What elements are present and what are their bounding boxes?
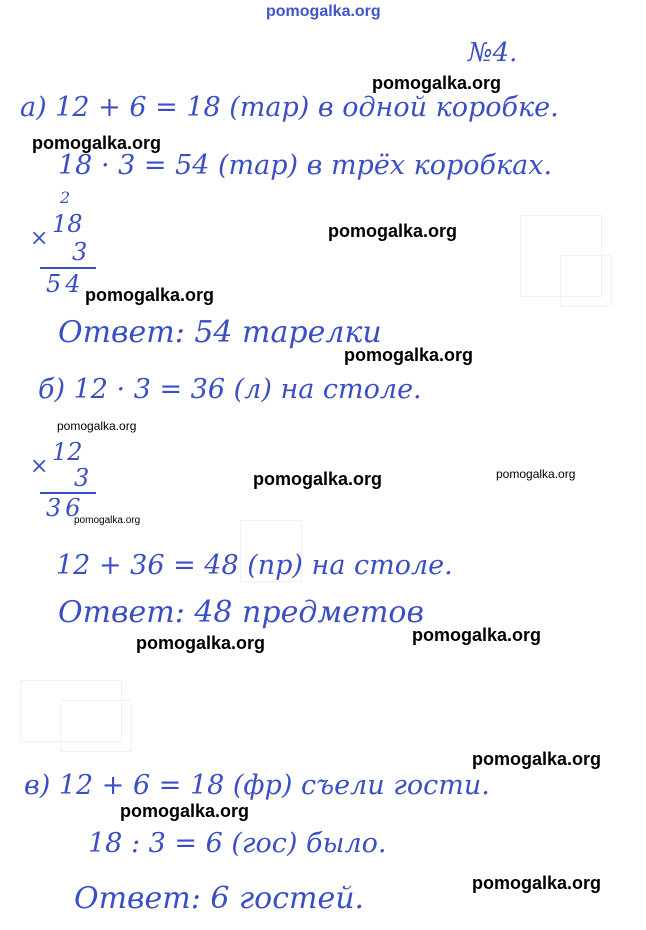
part-a-line2: 18 · 3 = 54 (тар) в трёх коробках. <box>58 150 553 181</box>
watermark: pomogalka.org <box>472 749 602 769</box>
part-c-line1: в) 12 + 6 = 18 (фр) съели гости. <box>24 770 490 801</box>
watermark: pomogalka.org <box>328 221 458 241</box>
part-a-line1: а) 12 + 6 = 18 (тар) в одной коробке. <box>20 92 559 123</box>
top-watermark: pomogalka.org <box>266 3 381 20</box>
watermark: pomogalka.org <box>372 73 502 93</box>
watermark: pomogalka.org <box>253 469 383 489</box>
part-b-answer: Ответ: 48 предметов <box>58 595 424 630</box>
part-b-line1: б) 12 · 3 = 36 (л) на столе. <box>38 374 422 405</box>
part-b-calc-bottom: 3 <box>74 464 90 492</box>
grid-ghost <box>60 700 132 752</box>
part-a-answer: Ответ: 54 тарелки <box>58 315 382 350</box>
watermark: pomogalka.org <box>136 633 266 653</box>
part-a-calc-bottom: 3 <box>72 238 88 266</box>
watermark: pomogalka.org <box>57 419 137 433</box>
part-a-calc-result: 54 <box>46 270 85 298</box>
part-b-calc-operator: × <box>30 454 49 479</box>
watermark: pomogalka.org <box>85 285 215 305</box>
part-b-calc-top: 12 <box>52 438 83 466</box>
watermark: pomogalka.org <box>412 625 542 645</box>
task-number: №4. <box>468 38 518 68</box>
part-a-calc-operator: × <box>30 226 49 251</box>
watermark: pomogalka.org <box>472 873 602 893</box>
part-a-calc-carry: 2 <box>60 188 71 207</box>
watermark: pomogalka.org <box>120 801 250 821</box>
part-a-calc-rule <box>40 267 96 269</box>
part-c-line2: 18 : 3 = 6 (гос) было. <box>88 828 387 859</box>
grid-ghost <box>560 255 612 307</box>
watermark: pomogalka.org <box>344 345 474 365</box>
watermark: pomogalka.org <box>496 467 576 481</box>
watermark: pomogalka.org <box>32 133 162 153</box>
watermark: pomogalka.org <box>74 515 141 526</box>
part-a-calc-top: 18 <box>52 210 83 238</box>
part-b-calc-result: 36 <box>46 494 85 522</box>
part-c-answer: Ответ: 6 гостей. <box>74 881 365 916</box>
part-b-line2: 12 + 36 = 48 (пр) на столе. <box>56 550 453 581</box>
